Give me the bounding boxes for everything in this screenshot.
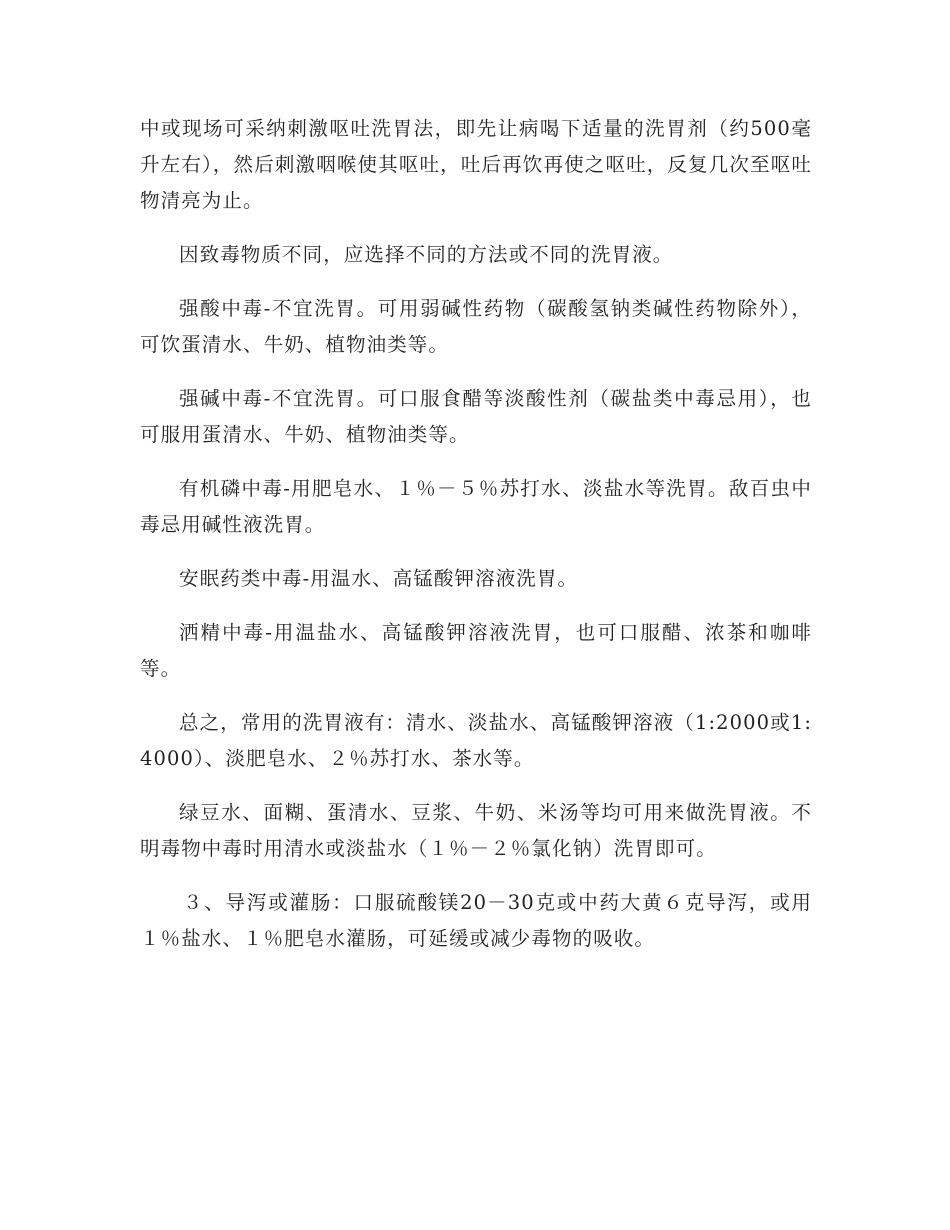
paragraph-common-lavage-fluids: 总之，常用的洗胃液有：清水、淡盐水、高锰酸钾溶液（1:2000或1:4000）、淡肥皂水、２％苏打水、茶水等。 — [140, 711, 812, 770]
paragraph-catharsis-enema: ３、导泻或灌肠：口服硫酸镁20－30克或中药大黄６克导泻，或用１％盐水、１％肥皂水灌肠，可延缓或减少毒物的吸收。 — [140, 891, 812, 950]
paragraph-gastric-lavage-method: 中或现场可采纳刺激呕吐洗胃法，即先让病喝下适量的洗胃剂（约500毫升左右），然后刺激咽喉使其呕吐，吐后再饮再使之呕吐，反复几次至呕吐物清亮为止。 — [140, 117, 812, 212]
paragraph-organophosphate-poisoning: 有机磷中毒-用肥皂水、１％－５％苏打水、淡盐水等洗胃。敌百虫中毒忌用碱性液洗胃。 — [140, 477, 812, 536]
paragraph-strong-alkali-poisoning: 强碱中毒-不宜洗胃。可口服食醋等淡酸性剂（碳盐类中毒忌用），也可服用蛋清水、牛奶、植物油类等。 — [140, 387, 812, 446]
paragraph-strong-acid-poisoning: 强酸中毒-不宜洗胃。可用弱碱性药物（碳酸氢钠类碱性药物除外），可饮蛋清水、牛奶、植物油类等。 — [140, 297, 812, 356]
document-body — [140, 111, 812, 975]
paragraph-sedative-poisoning: 安眠药类中毒-用温水、高锰酸钾溶液洗胃。 — [179, 567, 579, 590]
paragraph-alcohol-poisoning: 洒精中毒-用温盐水、高锰酸钾溶液洗胃，也可口服醋、浓茶和咖啡等。 — [140, 621, 812, 680]
paragraph-choose-lavage-fluid: 因致毒物质不同，应选择不同的方法或不同的洗胃液。 — [179, 243, 674, 266]
paragraph-alternative-lavage-fluids: 绿豆水、面糊、蛋清水、豆浆、牛奶、米汤等均可用来做洗胃液。不明毒物中毒时用清水或淡盐水（１％－２％氯化钠）洗胃即可。 — [140, 801, 812, 860]
